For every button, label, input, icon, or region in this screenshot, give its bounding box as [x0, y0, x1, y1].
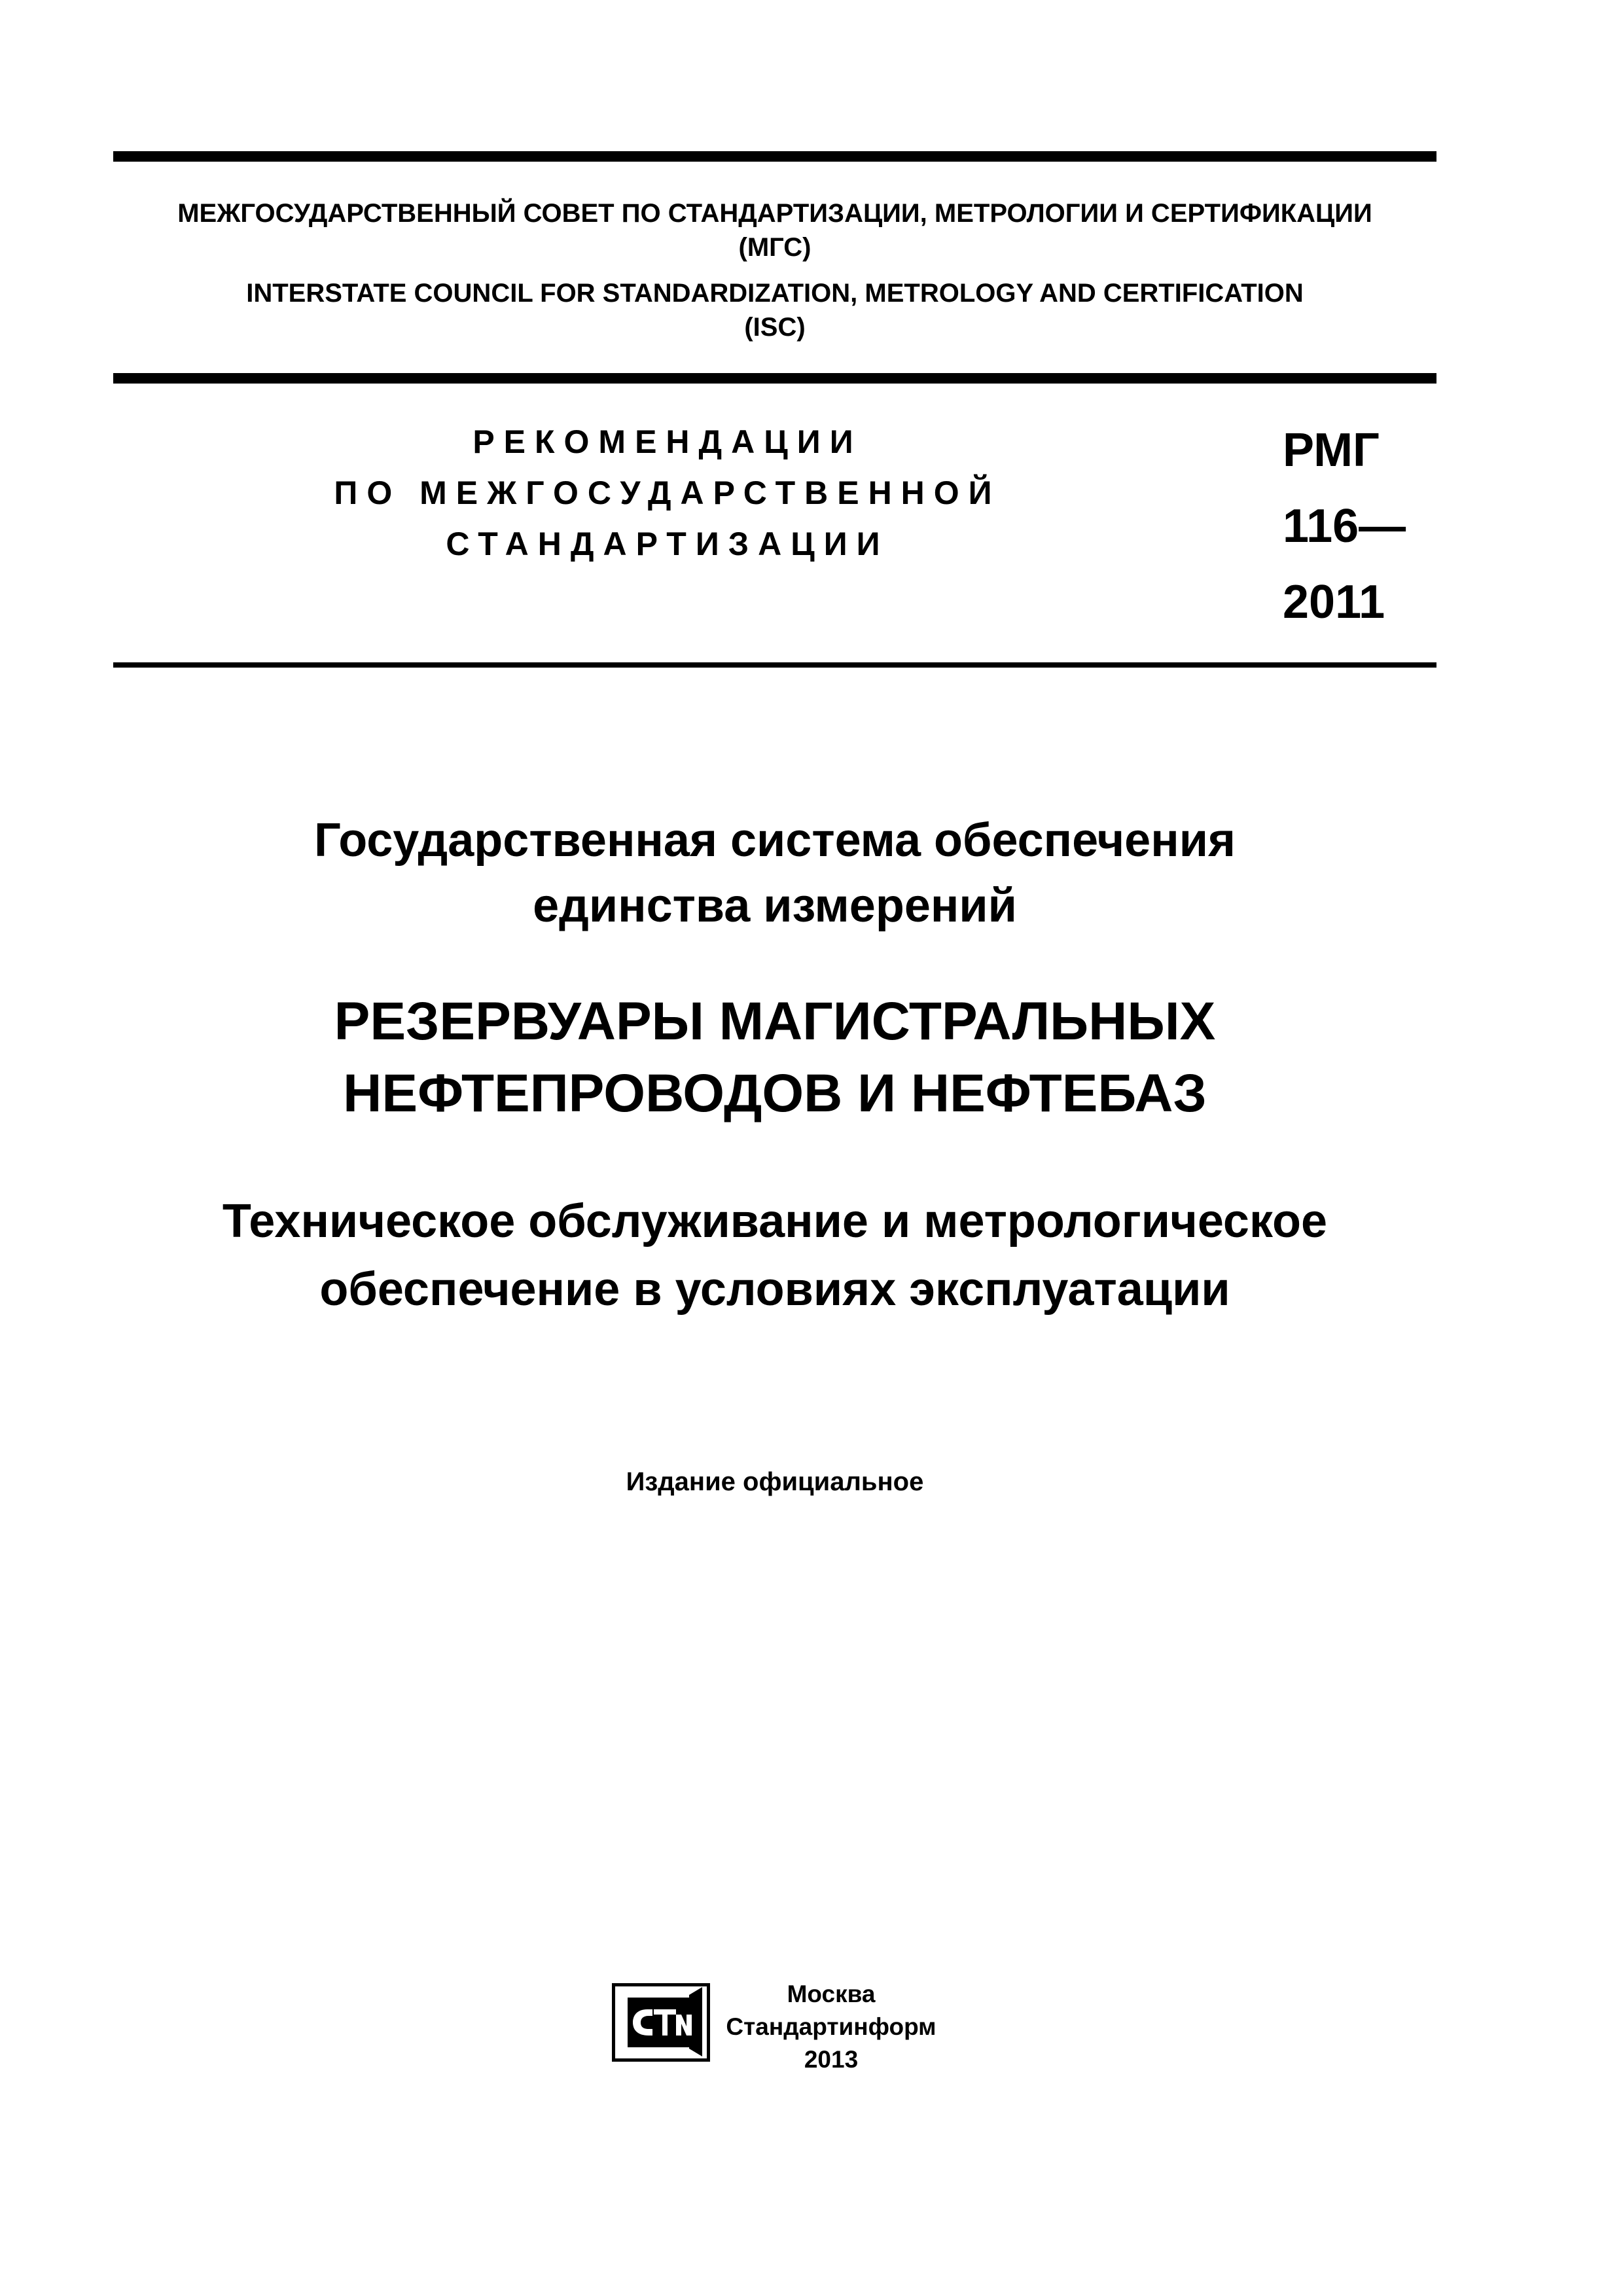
recommendations-line-2: ПО МЕЖГОСУДАРСТВЕННОЙ [334, 475, 1001, 511]
designation-number: 116— [1283, 500, 1406, 552]
imprint-publisher: Стандартинформ [726, 2013, 936, 2040]
subtitle-line-1: Техническое обслуживание и метрологическое [222, 1195, 1328, 1247]
system-title-line-1: Государственная система обеспечения [314, 814, 1236, 867]
recommendations-line-3: СТАНДАРТИЗАЦИИ [446, 526, 889, 562]
lower-rule [113, 662, 1436, 668]
official-edition-label: Издание официальное [626, 1467, 924, 1496]
main-title-line-1: РЕЗЕРВУАРЫ МАГИСТРАЛЬНЫХ [334, 992, 1216, 1051]
council-name-ru: МЕЖГОСУДАРСТВЕННЫЙ СОВЕТ ПО СТАНДАРТИЗАЦИИ, МЕТРОЛОГИИ И СЕРТИФИКАЦИИ [177, 199, 1372, 228]
system-title-line-2: единства измерений [533, 880, 1017, 932]
designation-prefix: РМГ [1283, 424, 1380, 476]
top-rule [113, 151, 1436, 162]
council-name-en: INTERSTATE COUNCIL FOR STANDARDIZATION, METROLOGY AND CERTIFICATION [246, 279, 1304, 308]
council-abbr-ru: (МГС) [738, 233, 812, 262]
council-abbr-en: (ISC) [744, 313, 806, 342]
imprint-city: Москва [787, 1981, 876, 2007]
imprint-year: 2013 [804, 2046, 859, 2073]
middle-rule [113, 373, 1436, 384]
standartinform-logo-icon [612, 1983, 710, 2062]
main-title-line-2: НЕФТЕПРОВОДОВ И НЕФТЕБАЗ [343, 1064, 1207, 1123]
designation-year: 2011 [1283, 576, 1385, 628]
recommendations-line-1: РЕКОМЕНДАЦИИ [473, 423, 863, 460]
subtitle-line-2: обеспечение в условиях эксплуатации [319, 1263, 1230, 1316]
